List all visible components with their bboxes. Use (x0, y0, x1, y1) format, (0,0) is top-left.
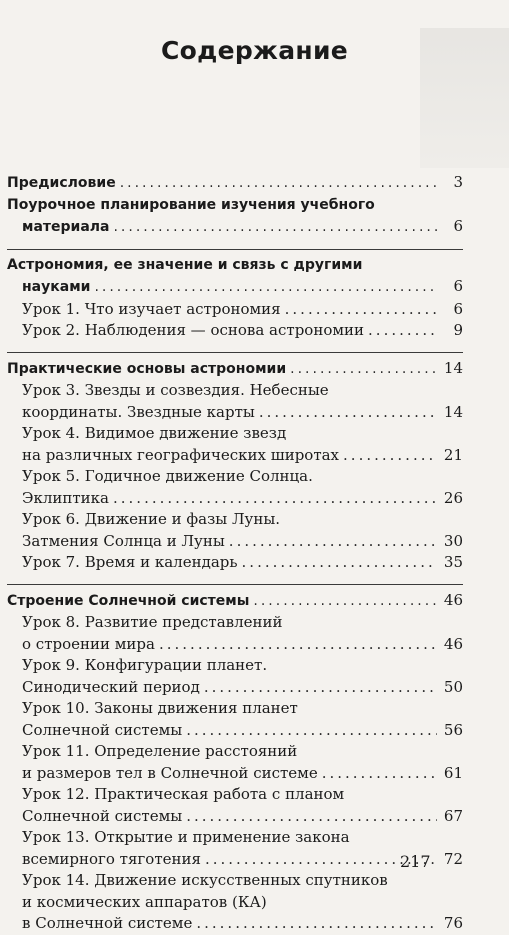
toc-page-number: 61 (443, 763, 463, 782)
toc-section (7, 172, 463, 239)
toc-entry-text: Предисловие (7, 175, 116, 191)
toc-entry-text: и космических аппаратов (КА) (22, 892, 267, 911)
dot-leader (229, 531, 437, 553)
toc-entry-text: Урок 11. Определение расстояний (22, 742, 298, 760)
dot-leader (285, 299, 437, 321)
toc-section (7, 352, 463, 574)
toc-entry-text: Урок 7. Время и календарь (22, 553, 238, 571)
dot-leader (290, 359, 437, 381)
toc-entry-text: Астрономия, ее значение и связь с другими (7, 256, 363, 273)
toc-section (7, 584, 463, 935)
toc-entry-text: в Солнечной системе (22, 914, 193, 932)
dot-leader (186, 806, 437, 828)
toc-lesson-entry (7, 380, 463, 423)
dot-leader (113, 488, 437, 510)
toc-page-number: 6 (453, 277, 463, 295)
toc-heading-entry (7, 172, 463, 195)
toc-page-number: 6 (453, 217, 463, 235)
toc-entry-text: материала (22, 219, 110, 235)
toc-page-number: 6 (453, 299, 463, 318)
toc-lesson-entry (7, 741, 463, 784)
toc-entry-text: Урок 1. Что изучает астрономия (22, 299, 281, 318)
toc-heading-entry (7, 358, 463, 381)
toc-page-number: 50 (443, 677, 463, 696)
toc-entry-text: на различных географических широтах (22, 445, 340, 464)
toc-lesson-entry (7, 552, 463, 574)
table-of-contents (7, 172, 463, 935)
toc-heading-entry (7, 195, 463, 239)
toc-entry-text: Урок 3. Звезды и созвездия. Небесные (22, 381, 329, 399)
toc-page-number: 46 (443, 590, 463, 609)
toc-page-number: 46 (443, 634, 463, 653)
toc-entry-text: Солнечной системы (22, 720, 183, 739)
page-title: Содержание (160, 36, 349, 65)
dot-leader (204, 677, 437, 699)
dot-leader (242, 552, 437, 574)
toc-entry-text: Урок 14. Движение искусственных спутников (22, 871, 388, 889)
toc-entry-text: Урок 9. Конфигурации планет. (22, 656, 268, 674)
toc-heading-entry (7, 255, 463, 299)
toc-entry-text: Урок 8. Развитие представлений (22, 613, 283, 631)
toc-page-number: 3 (453, 173, 463, 191)
dot-leader (322, 763, 437, 785)
toc-page-number: 9 (453, 321, 463, 339)
toc-lesson-entry (7, 423, 463, 466)
toc-entry-text: координаты. Звездные карты (22, 402, 255, 421)
toc-entry-text: Урок 6. Движение и фазы Луны. (22, 510, 281, 528)
toc-lesson-entry (7, 299, 463, 321)
toc-entry-text: Урок 12. Практическая работа с планом (22, 785, 345, 803)
toc-lesson-entry (7, 466, 463, 509)
toc-lesson-entry (7, 655, 463, 698)
toc-lesson-entry (7, 784, 463, 827)
toc-entry-text: Затмения Солнца и Луны (22, 531, 225, 550)
toc-page-number: 72 (443, 849, 463, 868)
toc-entry-text: Солнечной системы (22, 806, 183, 825)
toc-entry-text: науками (22, 279, 91, 295)
toc-page-number: 14 (443, 402, 463, 421)
toc-lesson-entry (7, 320, 463, 342)
dot-leader (113, 217, 437, 239)
dot-leader (120, 173, 437, 195)
toc-page-number: 30 (443, 531, 463, 550)
dot-leader (343, 445, 437, 467)
dot-leader (94, 277, 437, 299)
toc-page-number: 21 (443, 445, 463, 464)
toc-lesson-entry (7, 612, 463, 655)
toc-entry-text: Урок 10. Законы движения планет (22, 699, 298, 717)
toc-page-number: 76 (443, 914, 463, 932)
toc-entry-text: Урок 2. Наблюдения — основа астрономии (22, 321, 365, 339)
toc-lesson-entry (7, 870, 463, 935)
toc-section (7, 249, 463, 342)
toc-lesson-entry (7, 509, 463, 552)
dot-leader (259, 402, 437, 424)
dot-leader (368, 320, 437, 342)
toc-entry-text: Урок 5. Годичное движение Солнца. (22, 467, 313, 485)
toc-page-number: 56 (443, 720, 463, 739)
toc-entry-text: Строение Солнечной системы (7, 592, 250, 609)
toc-entry-text: Поурочное планирование изучения учебного (7, 196, 375, 213)
page-number: 217 (400, 852, 431, 871)
dot-leader (186, 720, 437, 742)
toc-entry-text: Урок 13. Открытие и применение закона (22, 828, 350, 846)
toc-page-number: 67 (443, 806, 463, 825)
toc-page-number: 26 (443, 488, 463, 507)
dot-leader (159, 634, 437, 656)
toc-entry-text: Практические основы астрономии (7, 360, 287, 377)
toc-entry-text: и размеров тел в Солнечной системе (22, 763, 318, 782)
toc-entry-text: Урок 4. Видимое движение звезд (22, 424, 287, 442)
toc-page-number: 35 (443, 553, 463, 571)
toc-lesson-entry (7, 827, 463, 870)
toc-page-number: 14 (443, 358, 463, 377)
dot-leader (253, 591, 437, 613)
toc-entry-text: Эклиптика (22, 488, 109, 507)
toc-entry-text: Синодический период (22, 677, 200, 696)
toc-heading-entry (7, 590, 463, 613)
toc-entry-text: о строении мира (22, 634, 155, 653)
toc-lesson-entry (7, 698, 463, 741)
toc-entry-text: всемирного тяготения (22, 849, 201, 868)
dot-leader (196, 913, 437, 935)
